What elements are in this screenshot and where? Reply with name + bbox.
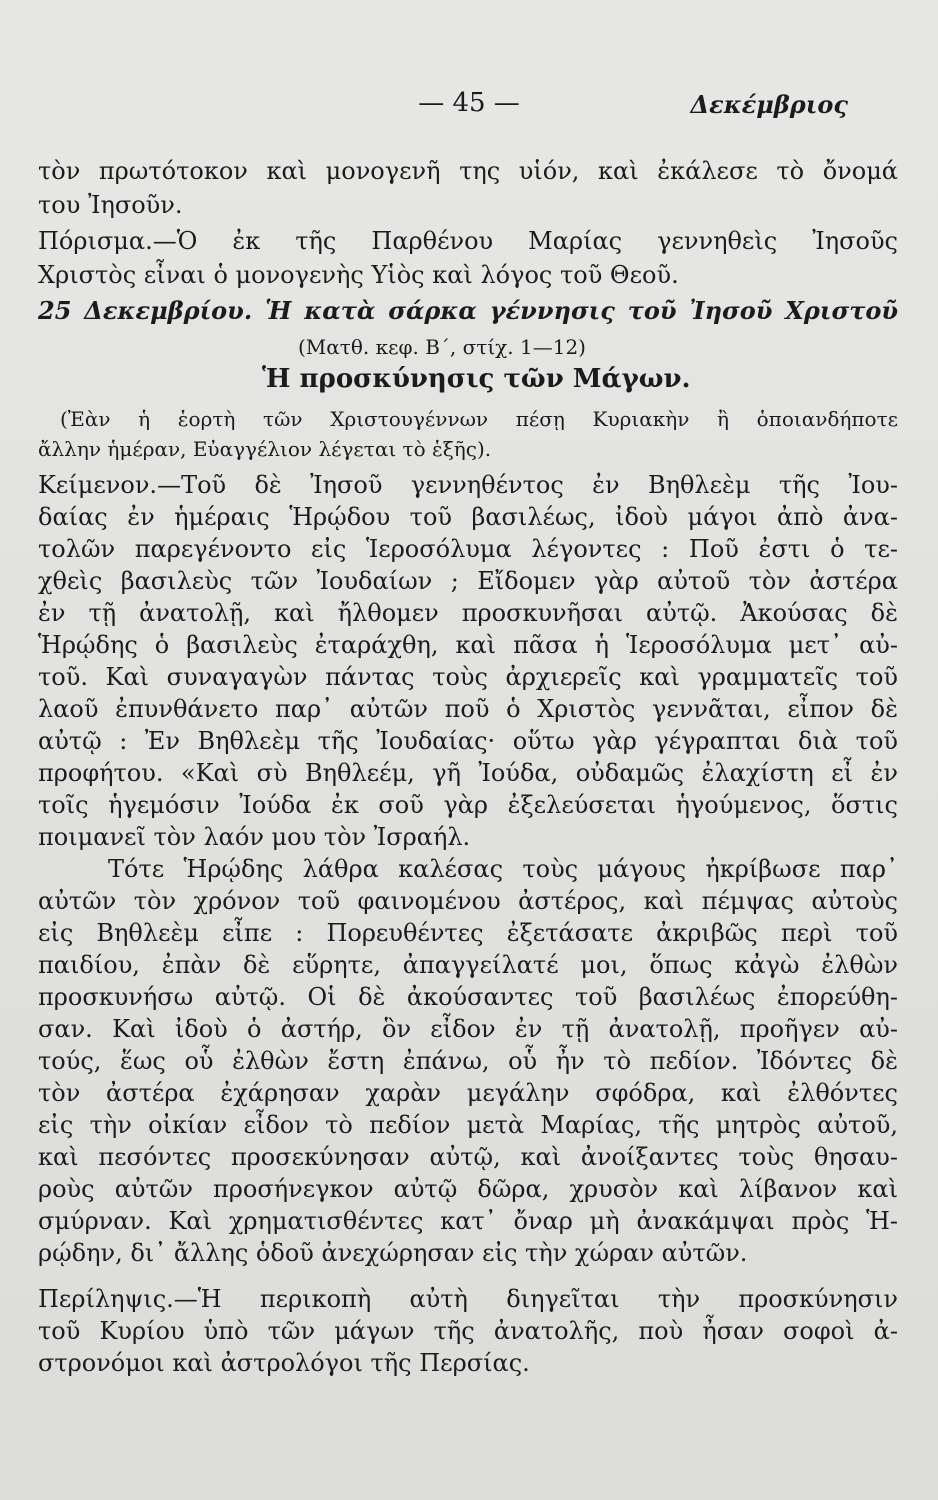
- gospel-text-line: παιδίου, ἐπὰν δὲ εὕρητε, ἀπαγγείλατέ μοι, ὅπως κἀγὼ ἐλθὼν: [38, 951, 898, 979]
- gospel-text-line: τὸν ἀστέρα ἐχάρησαν χαρὰν μεγάλην σφόδρα, καὶ ἐλθόντες: [38, 1079, 898, 1107]
- gospel-text-line: εἰς τὴν οἰκίαν εἶδον τὸ πεδίον μετὰ Μαρίας, τῆς μητρὸς αὐτοῦ,: [38, 1111, 898, 1139]
- page-number: — 45 —: [418, 88, 520, 118]
- summary-line: Περίληψις.—Ἡ περικοπὴ αὐτὴ διηγεῖται τὴν προσκύνησιν: [38, 1285, 898, 1313]
- gospel-text-line: ρῴδην, δι᾽ ἄλλης ὁδοῦ ἀνεχώρησαν εἰς τὴν χώραν αὐτῶν.: [38, 1239, 748, 1267]
- gospel-text-line: καὶ πεσόντες προσεκύνησαν αὐτῷ, καὶ ἀνοίξαντες τοὺς θησαυ-: [38, 1143, 898, 1171]
- gospel-text-line: δαίας ἐν ἡμέραις Ἡρῴδου τοῦ βασιλέως, ἰδοὺ μάγοι ἀπὸ ἀνα-: [38, 503, 898, 531]
- gospel-text-line: σαν. Καὶ ἰδοὺ ὁ ἀστήρ, ὃν εἶδον ἐν τῇ ἀνατολῇ, προῆγεν αὐ-: [38, 1015, 898, 1043]
- gospel-text-line: προσκυνήσω αὐτῷ. Οἱ δὲ ἀκούσαντες τοῦ βασιλέως ἐπορεύθη-: [38, 983, 898, 1011]
- section-porisma: Πόρισμα.—Ὁ ἐκ τῆς Παρθένου Μαρίας γεννηθεὶς Ἰησοῦς: [38, 227, 898, 255]
- text-line: του Ἰησοῦν.: [38, 191, 183, 219]
- text-line: τὸν πρωτότοκον καὶ μονογενῆ της υἱόν, καὶ ἐκάλεσε τὸ ὄνομά: [38, 157, 898, 185]
- gospel-text-line: αὐτῶν τὸν χρόνον τοῦ φαινομένου ἀστέρος, καὶ πέμψας αὐτοὺς: [38, 887, 898, 915]
- scripture-reference: (Ματθ. κεφ. Β΄, στίχ. 1—12): [298, 335, 586, 359]
- date-heading: 25 Δεκεμβρίου. Ἡ κατὰ σάρκα γέννησις τοῦ Ἰησοῦ Χριστοῦ: [38, 296, 898, 325]
- gospel-text-line: ροὺς αὐτῶν προσήνεγκον αὐτῷ δῶρα, χρυσὸν καὶ λίβανον καὶ: [38, 1175, 898, 1203]
- gospel-text-line: τολῶν παρεγένοντο εἰς Ἱεροσόλυμα λέγοντες : Ποῦ ἐστι ὁ τε-: [38, 535, 898, 563]
- gospel-text-line: τοῖς ἡγεμόσιν Ἰούδα ἐκ σοῦ γὰρ ἐξελεύσεται ἡγούμενος, ὅστις: [38, 791, 898, 819]
- gospel-text-line: χθεὶς βασιλεὺς τῶν Ἰουδαίων ; Εἴδομεν γὰρ αὐτοῦ τὸν ἀστέρα: [38, 567, 898, 595]
- gospel-text-line: αὐτῷ : Ἐν Βηθλεὲμ τῆς Ἰουδαίας· οὕτω γὰρ γέγραπται διὰ τοῦ: [38, 727, 898, 755]
- gospel-text-line: Κείμενον.—Τοῦ δὲ Ἰησοῦ γεννηθέντος ἐν Βηθλεὲμ τῆς Ἰου-: [38, 471, 898, 499]
- gospel-text-line: ἐν τῇ ἀνατολῇ, καὶ ἤλθομεν προσκυνῆσαι αὐτῷ. Ἀκούσας δὲ: [38, 599, 898, 627]
- gospel-text-line: ποιμανεῖ τὸν λαόν μου τὸν Ἰσραήλ.: [38, 823, 471, 851]
- note-line: ἄλλην ἡμέραν, Εὐαγγέλιον λέγεται τὸ ἑξῆς).: [38, 437, 492, 461]
- gospel-text-line: προφήτου. «Καὶ σὺ Βηθλεέμ, γῆ Ἰούδα, οὐδαμῶς ἐλαχίστη εἶ ἐν: [38, 759, 898, 787]
- running-title: Δεκέμβριος: [690, 90, 848, 119]
- gospel-text-line: Τότε Ἡρῴδης λάθρα καλέσας τοὺς μάγους ἠκρίβωσε παρ᾽: [108, 855, 898, 883]
- gospel-text-line: λαοῦ ἐπυνθάνετο παρ᾽ αὐτῶν ποῦ ὁ Χριστὸς γεννᾶται, εἶπον δὲ: [38, 695, 898, 723]
- gospel-text-line: σμύρναν. Καὶ χρηματισθέντες κατ᾽ ὄναρ μὴ ἀνακάμψαι πρὸς Ἡ-: [38, 1207, 898, 1235]
- text-line: Χριστὸς εἶναι ὁ μονογενὴς Υἱὸς καὶ λόγος τοῦ Θεοῦ.: [38, 261, 679, 289]
- reading-title: Ἡ προσκύνησις τῶν Μάγων.: [262, 364, 691, 394]
- gospel-text-line: τούς, ἕως οὗ ἐλθὼν ἔστη ἐπάνω, οὗ ἦν τὸ πεδίον. Ἰδόντες δὲ: [38, 1047, 898, 1075]
- gospel-text-line: τοῦ. Καὶ συναγαγὼν πάντας τοὺς ἀρχιερεῖς καὶ γραμματεῖς τοῦ: [38, 663, 898, 691]
- summary-line: τοῦ Κυρίου ὑπὸ τῶν μάγων τῆς ἀνατολῆς, ποὺ ἦσαν σοφοὶ ἀ-: [38, 1317, 898, 1345]
- gospel-text-line: Ἡρῴδης ὁ βασιλεὺς ἐταράχθη, καὶ πᾶσα ἡ Ἱεροσόλυμα μετ᾽ αὐ-: [38, 631, 898, 659]
- note-line: (Ἐὰν ἡ ἑορτὴ τῶν Χριστουγέννων πέσῃ Κυριακὴν ἢ ὁποιανδήποτε: [60, 407, 898, 431]
- summary-line: στρονόμοι καὶ ἀστρολόγοι τῆς Περσίας.: [38, 1349, 530, 1377]
- gospel-text-line: εἰς Βηθλεὲμ εἶπε : Πορευθέντες ἐξετάσατε ἀκριβῶς περὶ τοῦ: [38, 919, 898, 947]
